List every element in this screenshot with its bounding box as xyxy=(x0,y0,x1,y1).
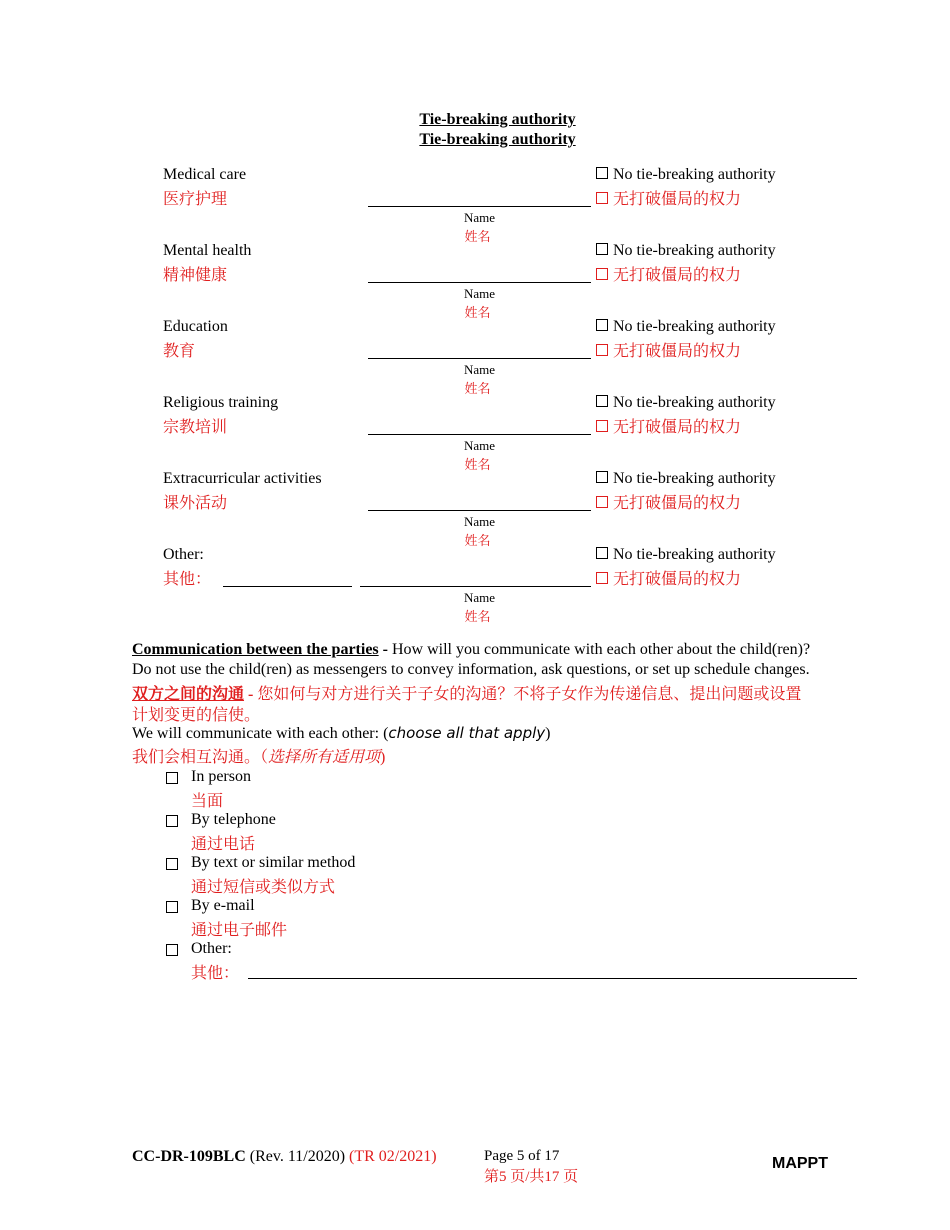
communication-question-zh: 您如何与对方进行关于子女的沟通？不将子女作为传递信息、提出问题或设置 xyxy=(257,686,802,703)
comm-checkbox[interactable] xyxy=(166,772,178,784)
comm-checkbox[interactable] xyxy=(166,901,178,913)
no-authority-checkbox-zh[interactable] xyxy=(596,572,608,584)
comm-option-label-zh: 通过短信或类似方式 xyxy=(191,879,336,896)
no-authority-label-zh: 无打破僵局的权力 xyxy=(613,495,742,512)
comm-option-label: In person xyxy=(191,768,251,785)
comm-option-label-zh: 通过电子邮件 xyxy=(191,922,288,939)
name-caption: Name xyxy=(463,210,496,225)
comm-option-text xyxy=(166,854,866,897)
no-authority-label: No tie-breaking authority xyxy=(613,166,776,183)
intro-close: ) xyxy=(545,725,551,742)
communication-question-zh-2: 计划变更的信使。 xyxy=(132,707,261,724)
row-label: Medical care xyxy=(163,166,247,183)
tie-row-other xyxy=(0,546,950,622)
comm-option-other xyxy=(166,940,866,983)
row-label-zh: 其他： xyxy=(163,571,212,588)
name-caption-zh: 姓名 xyxy=(464,457,491,472)
form-id: CC-DR-109BLC xyxy=(132,1148,246,1165)
name-caption-zh: 姓名 xyxy=(464,305,491,320)
no-authority-checkbox-zh[interactable] xyxy=(596,496,608,508)
name-input-line[interactable] xyxy=(368,510,591,511)
communication-heading: Communication between the parties xyxy=(132,641,379,658)
comm-option-label: By e-mail xyxy=(191,897,255,914)
page-number-zh: 第5 页/共17 页 xyxy=(484,1169,579,1185)
name-caption-zh: 姓名 xyxy=(464,609,491,624)
comm-option-telephone xyxy=(166,811,866,854)
no-authority-label: No tie-breaking authority xyxy=(613,318,776,335)
comm-option-label: Other: xyxy=(191,940,232,957)
row-label-zh: 课外活动 xyxy=(163,495,228,512)
intro-text-zh: 我们会相互沟通。（ xyxy=(132,749,269,766)
row-label-zh: 宗教培训 xyxy=(163,419,228,436)
comm-other-specify-line[interactable] xyxy=(248,978,857,979)
no-authority-checkbox[interactable] xyxy=(596,243,608,255)
comm-checkbox[interactable] xyxy=(166,944,178,956)
no-authority-label-zh: 无打破僵局的权力 xyxy=(613,191,742,208)
row-label: Education xyxy=(163,318,228,335)
comm-option-label-zh: 通过电话 xyxy=(191,836,256,853)
name-caption: Name xyxy=(463,590,496,605)
no-authority-label-zh: 无打破僵局的权力 xyxy=(613,419,742,436)
row-label-zh: 精神健康 xyxy=(163,267,228,284)
intro-hint: choose all that apply xyxy=(388,724,546,742)
heading-separator-zh: - xyxy=(244,686,258,703)
comm-checkbox[interactable] xyxy=(166,815,178,827)
comm-option-label-zh: 当面 xyxy=(191,793,224,810)
intro-hint-zh: 选择所有适用项 xyxy=(268,749,381,766)
communication-question-en-2: Do not use the child(ren) as messengers to convey information, ask questions, or set up schedule changes. xyxy=(132,661,810,678)
row-label: Religious training xyxy=(163,394,279,411)
form-identifier xyxy=(132,1148,437,1166)
name-caption: Name xyxy=(463,362,496,377)
name-caption: Name xyxy=(463,286,496,301)
no-authority-checkbox-zh[interactable] xyxy=(596,192,608,204)
intro-close-zh: ) xyxy=(380,749,386,766)
row-label-zh: 医疗护理 xyxy=(163,191,228,208)
row-label: Extracurricular activities xyxy=(163,470,322,487)
communication-question-zh-1 xyxy=(132,681,801,704)
tie-row-extracurricular xyxy=(0,470,950,546)
row-label: Mental health xyxy=(163,242,252,259)
other-specify-line[interactable] xyxy=(223,586,352,587)
no-authority-checkbox-zh[interactable] xyxy=(596,420,608,432)
communication-heading-zh: 双方之间的沟通 xyxy=(132,686,245,703)
no-authority-label: No tie-breaking authority xyxy=(613,546,776,563)
name-caption: Name xyxy=(463,438,496,453)
tie-row-education xyxy=(0,318,950,394)
tie-row-religious-training xyxy=(0,394,950,470)
no-authority-checkbox[interactable] xyxy=(596,471,608,483)
no-authority-checkbox[interactable] xyxy=(596,167,608,179)
no-authority-checkbox[interactable] xyxy=(596,547,608,559)
comm-option-label: By text or similar method xyxy=(191,854,356,871)
heading-separator: - xyxy=(378,641,392,658)
section-title-secondary: Tie-breaking authority xyxy=(419,131,576,148)
name-input-line[interactable] xyxy=(368,282,591,283)
page-number: Page 5 of 17 xyxy=(484,1148,560,1164)
no-authority-label-zh: 无打破僵局的权力 xyxy=(613,343,742,360)
row-label-zh: 教育 xyxy=(163,343,196,360)
no-authority-label: No tie-breaking authority xyxy=(613,242,776,259)
comm-option-email xyxy=(166,897,866,940)
comm-option-label: By telephone xyxy=(191,811,276,828)
no-authority-checkbox[interactable] xyxy=(596,395,608,407)
name-input-line[interactable] xyxy=(368,358,591,359)
no-authority-label-zh: 无打破僵局的权力 xyxy=(613,267,742,284)
communication-question: How will you communicate with each other about the child(ren)? xyxy=(391,641,811,658)
name-caption-zh: 姓名 xyxy=(464,533,491,548)
name-input-line[interactable] xyxy=(368,206,591,207)
no-authority-checkbox[interactable] xyxy=(596,319,608,331)
name-input-line[interactable] xyxy=(360,586,591,587)
comm-option-label-zh: 其他： xyxy=(191,965,240,982)
tie-row-mental-health xyxy=(0,242,950,318)
section-title: Tie-breaking authority xyxy=(419,111,576,128)
no-authority-label-zh: 无打破僵局的权力 xyxy=(613,571,742,588)
name-caption: Name xyxy=(463,514,496,529)
comm-option-in-person xyxy=(166,768,866,811)
form-mark: MAPPT xyxy=(772,1155,828,1172)
no-authority-label: No tie-breaking authority xyxy=(613,394,776,411)
no-authority-checkbox-zh[interactable] xyxy=(596,344,608,356)
name-input-line[interactable] xyxy=(368,434,591,435)
form-translation-rev: (TR 02/2021) xyxy=(349,1148,437,1165)
no-authority-label: No tie-breaking authority xyxy=(613,470,776,487)
no-authority-checkbox-zh[interactable] xyxy=(596,268,608,280)
name-caption-zh: 姓名 xyxy=(464,229,491,244)
communication-intro-en xyxy=(132,724,550,743)
intro-text: We will communicate with each other: ( xyxy=(132,725,389,742)
row-label: Other: xyxy=(163,546,204,563)
communication-intro-zh xyxy=(132,744,385,767)
comm-checkbox[interactable] xyxy=(166,858,178,870)
tie-row-medical xyxy=(0,166,950,242)
name-caption-zh: 姓名 xyxy=(464,381,491,396)
form-revision: (Rev. 11/2020) xyxy=(245,1148,350,1165)
communication-question-en-1 xyxy=(132,641,810,659)
